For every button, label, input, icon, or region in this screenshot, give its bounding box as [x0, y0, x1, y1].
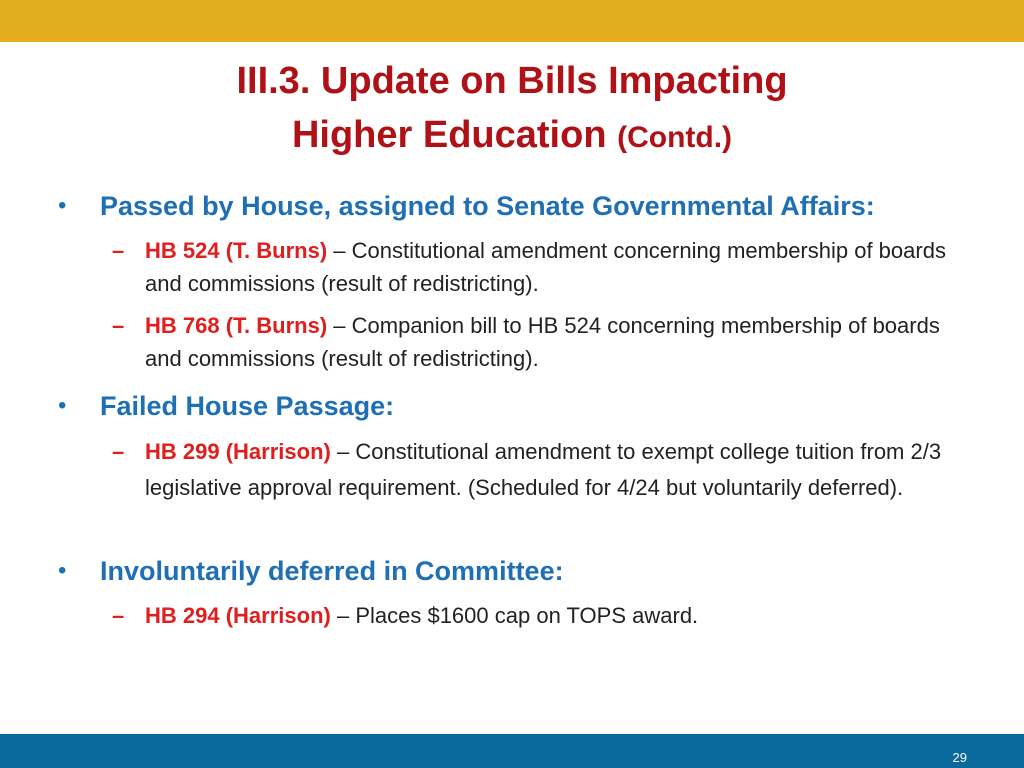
bullet-icon: •	[58, 557, 67, 584]
bill-item-hb524	[112, 234, 965, 300]
bill-description: – Constitutional amendment concerning membership of boards and commissions (result of redistricting).	[145, 238, 946, 296]
bottom-band	[0, 734, 1024, 768]
bullet-icon: •	[58, 392, 67, 419]
bullet-icon: •	[58, 192, 67, 219]
section-heading-text: Failed House Passage:	[100, 391, 395, 421]
title-line-2	[0, 108, 1024, 165]
bill-description: – Places $1600 cap on TOPS award.	[336, 603, 699, 628]
top-band	[0, 0, 1024, 42]
section-heading-failed-house-passage	[58, 389, 980, 423]
bill-description: – Constitutional amendment to exempt college tuition from 2/3 legislative approval requirement. (Scheduled for 4/24 but voluntarily deferred).	[145, 439, 942, 500]
bill-id: HB 299 (Harrison)	[145, 439, 331, 464]
dash-icon: –	[112, 313, 125, 338]
title-line-1: III.3. Update on Bills Impacting	[236, 60, 788, 102]
bill-id: HB 294 (Harrison)	[145, 603, 331, 628]
section-heading-passed-by-house	[58, 189, 980, 223]
dash-icon: –	[112, 439, 125, 464]
section-heading-involuntarily-deferred	[58, 554, 980, 588]
dash-icon: –	[112, 238, 125, 263]
bill-id: HB 524 (T. Burns)	[145, 238, 328, 263]
title-contd: (Contd.)	[617, 121, 733, 154]
bill-item-hb299	[112, 434, 965, 506]
bill-id: HB 768 (T. Burns)	[145, 313, 328, 338]
bill-item-hb768	[112, 309, 965, 375]
slide-title	[0, 54, 1024, 165]
section-heading-text: Passed by House, assigned to Senate Governmental Affairs:	[100, 191, 875, 221]
bill-description: – Companion bill to HB 524 concerning membership of boards and commissions (result of redistricting).	[145, 313, 940, 371]
section-heading-text: Involuntarily deferred in Committee:	[100, 556, 564, 586]
bill-item-hb294	[112, 599, 965, 632]
title-line-2-text: Higher Education	[291, 114, 607, 156]
slide-number: 29	[952, 750, 967, 765]
dash-icon: –	[112, 603, 125, 628]
